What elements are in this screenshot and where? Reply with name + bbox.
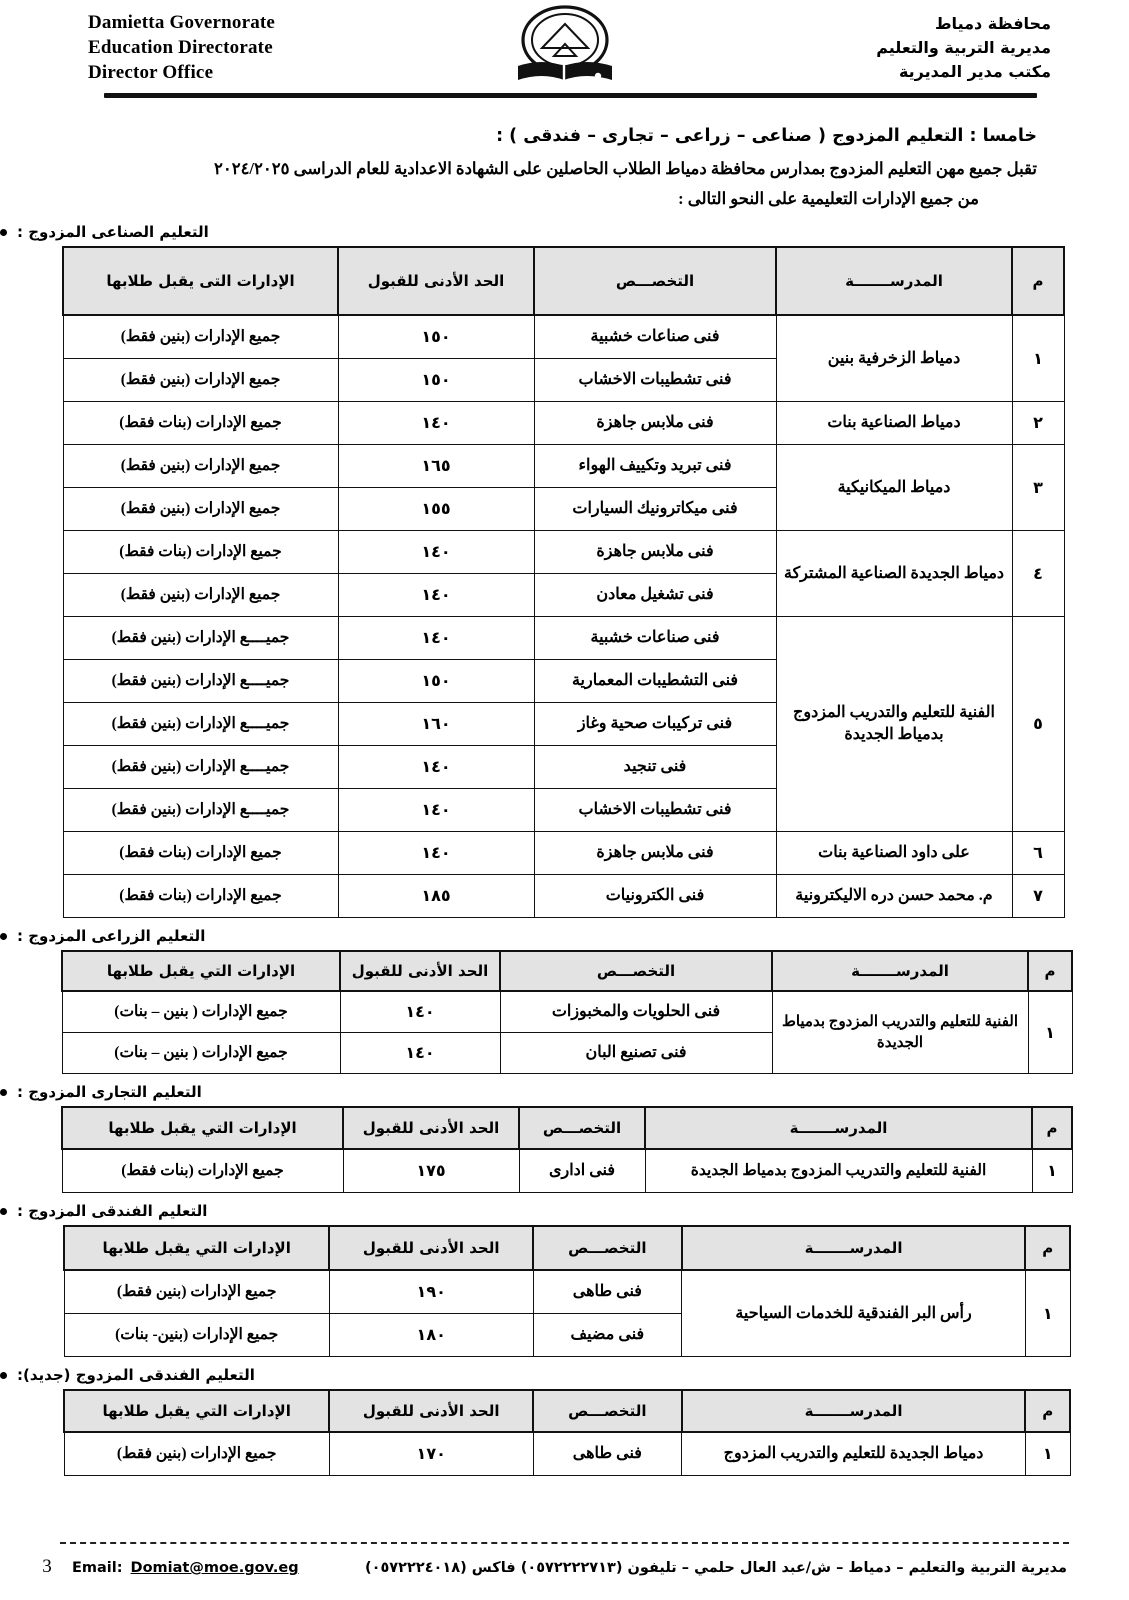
cell-specialization: فنى تصنيع البان [500, 1033, 772, 1074]
col-header-school: المدرســـــــة [776, 247, 1012, 315]
table-header-row [63, 247, 1064, 315]
cell-departments: جميع الإدارات (بنات فقط) [63, 531, 338, 574]
industrial-table-body [63, 315, 1064, 918]
hotel-new-table-body [64, 1432, 1070, 1476]
cell-index: ١ [1025, 1270, 1070, 1357]
col-header-departments: الإدارات التي يقبل طلابها [62, 951, 340, 991]
table-wrapper-hotel [0, 1225, 1129, 1357]
bullet-icon [0, 933, 7, 940]
table-row [62, 991, 1072, 1033]
hotel-education-new-table [63, 1389, 1071, 1476]
col-header-school: المدرســـــــة [645, 1107, 1032, 1149]
letterhead-english-block [88, 10, 275, 85]
table-row [63, 875, 1064, 918]
hotel-table-body [64, 1270, 1070, 1357]
col-header-min-score: الحد الأدنى للقبول [329, 1226, 533, 1270]
letterhead-ar-line-1: محافظة دمياط [934, 14, 1051, 33]
section-heading-hotel [0, 1202, 1129, 1220]
section-heading-commercial [0, 1083, 1129, 1101]
commercial-education-table [61, 1106, 1073, 1193]
col-header-specialization: التخصـــص [534, 247, 776, 315]
cell-specialization: فنى ملابس جاهزة [534, 531, 776, 574]
section-heading-hotel-new-label: التعليم الفندقى المزدوج (جديد): [17, 1366, 255, 1384]
cell-index: ٧ [1012, 875, 1064, 918]
cell-departments: جميع الإدارات (بنين فقط) [64, 1432, 329, 1476]
table-header-row [62, 1107, 1072, 1149]
cell-specialization: فنى صناعات خشبية [534, 315, 776, 359]
cell-index: ١ [1028, 991, 1072, 1074]
cell-departments: جميــــع الإدارات (بنين فقط) [63, 617, 338, 660]
col-header-departments: الإدارات التي يقبل طلابها [64, 1226, 329, 1270]
cell-min-score: ١٤٠ [338, 832, 534, 875]
table-row [63, 315, 1064, 359]
email-link[interactable]: Domiat@moe.gov.eg [130, 1560, 299, 1576]
bullet-icon [0, 1208, 7, 1215]
table-row [64, 1432, 1070, 1476]
cell-index: ٢ [1012, 402, 1064, 445]
col-header-departments: الإدارات التي يقبل طلابها [64, 1390, 329, 1432]
ministry-emblem-icon [502, 4, 628, 88]
cell-departments: جميع الإدارات ( بنين – بنات) [62, 1033, 340, 1074]
footer-divider [60, 1542, 1069, 1544]
table-wrapper-hotel-new [0, 1389, 1129, 1476]
intro-line-1: تقبل جميع مهن التعليم المزدوج بمدارس محافظة دمياط الطلاب الحاصلين على الشهادة الاعدادية للعام الدراسى ٢٠٢٤/٢٠٢٥ [213, 159, 1037, 178]
section-heading-industrial-label: التعليم الصناعى المزدوج : [17, 223, 209, 241]
cell-school-name: دمياط الزخرفية بنين [776, 315, 1012, 402]
cell-index: ١ [1025, 1432, 1070, 1476]
section-heading-commercial-label: التعليم التجارى المزدوج : [17, 1083, 202, 1101]
page-footer [0, 1542, 1129, 1578]
table-row [63, 445, 1064, 488]
col-header-school: المدرســـــــة [772, 951, 1028, 991]
table-row [63, 832, 1064, 875]
section-heading-agricultural [0, 927, 1129, 945]
cell-specialization: فنى ميكاترونيك السيارات [534, 488, 776, 531]
agricultural-education-table [61, 950, 1073, 1074]
agricultural-table-body [62, 991, 1072, 1074]
cell-min-score: ١٦٠ [338, 703, 534, 746]
section-heading-hotel-label: التعليم الفندقى المزدوج : [17, 1202, 208, 1220]
bullet-icon [0, 1089, 7, 1096]
cell-min-score: ١٧٥ [343, 1149, 519, 1193]
cell-school-name: رأس البر الفندقية للخدمات السياحية [682, 1270, 1026, 1357]
cell-specialization: فنى الكترونيات [534, 875, 776, 918]
cell-min-score: ١٨٠ [329, 1314, 533, 1357]
cell-specialization: فنى صناعات خشبية [534, 617, 776, 660]
cell-specialization: فنى ادارى [519, 1149, 645, 1193]
letterhead-en-line-3: Director Office [88, 62, 214, 83]
cell-specialization: فنى تركيبات صحية وغاز [534, 703, 776, 746]
table-header-row [64, 1226, 1070, 1270]
table-row [63, 531, 1064, 574]
letterhead-divider [104, 93, 1037, 98]
table-row [64, 1270, 1070, 1314]
table-wrapper-agricultural [0, 950, 1129, 1074]
col-header-index: م [1028, 951, 1072, 991]
col-header-min-score: الحد الأدنى للقبول [338, 247, 534, 315]
cell-departments: جميع الإدارات (بنين فقط) [63, 359, 338, 402]
col-header-specialization: التخصـــص [500, 951, 772, 991]
cell-min-score: ١٤٠ [338, 746, 534, 789]
cell-school-name: دمياط الجديدة الصناعية المشتركة [776, 531, 1012, 617]
col-header-min-score: الحد الأدنى للقبول [343, 1107, 519, 1149]
cell-school-name: م. محمد حسن دره الاليكترونية [776, 875, 1012, 918]
cell-min-score: ١٥٠ [338, 359, 534, 402]
col-header-departments: الإدارات التي يقبل طلابها [62, 1107, 343, 1149]
cell-departments: جميع الإدارات (بنين فقط) [63, 445, 338, 488]
cell-min-score: ١٤٠ [338, 531, 534, 574]
cell-departments: جميــــع الإدارات (بنين فقط) [63, 789, 338, 832]
cell-departments: جميع الإدارات ( بنين – بنات) [62, 991, 340, 1033]
page-number: 3 [42, 1556, 52, 1577]
cell-departments: جميع الإدارات (بنات فقط) [63, 832, 338, 875]
cell-min-score: ١٥٠ [338, 660, 534, 703]
email-label: Email: [72, 1560, 123, 1576]
col-header-specialization: التخصـــص [533, 1390, 682, 1432]
cell-index: ٥ [1012, 617, 1064, 832]
cell-specialization: فنى طاهى [533, 1270, 682, 1314]
cell-specialization: فنى تبريد وتكييف الهواء [534, 445, 776, 488]
cell-specialization: فنى تنجيد [534, 746, 776, 789]
cell-specialization: فنى التشطيبات المعمارية [534, 660, 776, 703]
table-row [63, 617, 1064, 660]
cell-index: ١ [1032, 1149, 1072, 1193]
section-heading-agricultural-label: التعليم الزراعى المزدوج : [17, 927, 206, 945]
letterhead-arabic-block [876, 12, 1051, 84]
hotel-education-table [63, 1225, 1071, 1357]
cell-departments: جميع الإدارات (بنات فقط) [63, 402, 338, 445]
letterhead-en-line-1: Damietta Governorate [88, 12, 276, 33]
cell-min-score: ١٨٥ [338, 875, 534, 918]
table-header-row [62, 951, 1072, 991]
cell-specialization: فنى تشطيبات الاخشاب [534, 359, 776, 402]
cell-departments: جميــــع الإدارات (بنين فقط) [63, 746, 338, 789]
cell-school-name: الفنية للتعليم والتدريب المزدوج بدمياط الجديدة [645, 1149, 1032, 1193]
cell-school-name: على داود الصناعية بنات [776, 832, 1012, 875]
cell-school-name: دمياط الميكانيكية [776, 445, 1012, 531]
col-header-min-score: الحد الأدنى للقبول [329, 1390, 533, 1432]
cell-index: ٦ [1012, 832, 1064, 875]
cell-specialization: فنى مضيف [533, 1314, 682, 1357]
footer-contact [72, 1560, 1085, 1576]
col-header-school: المدرســـــــة [682, 1390, 1026, 1432]
cell-departments: جميع الإدارات (بنين فقط) [63, 488, 338, 531]
col-header-index: م [1025, 1226, 1070, 1270]
col-header-index: م [1012, 247, 1064, 315]
cell-departments: جميــــع الإدارات (بنين فقط) [63, 660, 338, 703]
bullet-icon [0, 1372, 7, 1379]
col-header-index: م [1032, 1107, 1072, 1149]
col-header-specialization: التخصـــص [519, 1107, 645, 1149]
col-header-specialization: التخصـــص [533, 1226, 682, 1270]
cell-school-name: دمياط الصناعية بنات [776, 402, 1012, 445]
cell-specialization: فنى تشطيبات الاخشاب [534, 789, 776, 832]
cell-departments: جميع الإدارات (بنين فقط) [63, 574, 338, 617]
cell-school-name: دمياط الجديدة للتعليم والتدريب المزدوج [682, 1432, 1026, 1476]
cell-specialization: فنى ملابس جاهزة [534, 832, 776, 875]
intro-line-2: من جميع الإدارات التعليمية على النحو التالى : [678, 189, 979, 208]
table-wrapper-industrial [0, 246, 1129, 918]
col-header-index: م [1025, 1390, 1070, 1432]
cell-min-score: ١٥٥ [338, 488, 534, 531]
cell-departments: جميع الإدارات (بنين فقط) [63, 315, 338, 359]
cell-specialization: فنى الحلويات والمخبوزات [500, 991, 772, 1033]
bullet-icon [0, 229, 7, 236]
col-header-school: المدرســـــــة [682, 1226, 1026, 1270]
cell-min-score: ١٩٠ [329, 1270, 533, 1314]
cell-specialization: فنى ملابس جاهزة [534, 402, 776, 445]
letterhead-ar-line-3: مكتب مدير المديرية [898, 62, 1051, 81]
cell-departments: جميع الإدارات (بنين فقط) [64, 1270, 329, 1314]
intro-block [0, 122, 1129, 214]
cell-index: ٣ [1012, 445, 1064, 531]
letterhead [0, 0, 1129, 104]
cell-index: ١ [1012, 315, 1064, 402]
commercial-table-body [62, 1149, 1072, 1193]
letterhead-ar-line-2: مديرية التربية والتعليم [876, 38, 1051, 57]
cell-min-score: ١٤٠ [338, 402, 534, 445]
cell-specialization: فنى تشغيل معادن [534, 574, 776, 617]
cell-school-name: الفنية للتعليم والتدريب المزدوج بدمياط الجديدة [776, 617, 1012, 832]
cell-departments: جميــــع الإدارات (بنين فقط) [63, 703, 338, 746]
cell-specialization: فنى طاهى [533, 1432, 682, 1476]
cell-index: ٤ [1012, 531, 1064, 617]
table-row [63, 402, 1064, 445]
cell-departments: جميع الإدارات (بنين- بنات) [64, 1314, 329, 1357]
section-heading-industrial [0, 223, 1129, 241]
table-header-row [64, 1390, 1070, 1432]
cell-departments: جميع الإدارات (بنات فقط) [63, 875, 338, 918]
table-row [62, 1149, 1072, 1193]
intro-title: خامسا : التعليم المزدوج ( صناعى – زراعى – تجارى – فندقى ) : [496, 126, 1037, 146]
industrial-education-table [62, 246, 1065, 918]
cell-min-score: ١٤٠ [340, 1033, 500, 1074]
cell-min-score: ١٤٠ [338, 574, 534, 617]
footer-address: مديرية التربية والتعليم – دمياط – ش/عبد العال حلمي – تليفون (٠٥٧٢٢٢٢٧١٣) فاكس (٠٥٧٢٢٢٤٠١٨) [364, 1560, 1067, 1576]
letterhead-en-line-2: Education Directorate [88, 37, 273, 58]
cell-departments: جميع الإدارات (بنات فقط) [62, 1149, 343, 1193]
cell-min-score: ١٦٥ [338, 445, 534, 488]
cell-min-score: ١٧٠ [329, 1432, 533, 1476]
cell-school-name: الفنية للتعليم والتدريب المزدوج بدمياط الجديدة [772, 991, 1028, 1074]
cell-min-score: ١٤٠ [340, 991, 500, 1033]
col-header-min-score: الحد الأدنى للقبول [340, 951, 500, 991]
cell-min-score: ١٤٠ [338, 789, 534, 832]
col-header-departments: الإدارات التى يقبل طلابها [63, 247, 338, 315]
cell-min-score: ١٥٠ [338, 315, 534, 359]
table-wrapper-commercial [0, 1106, 1129, 1193]
cell-min-score: ١٤٠ [338, 617, 534, 660]
section-heading-hotel-new [0, 1366, 1129, 1384]
